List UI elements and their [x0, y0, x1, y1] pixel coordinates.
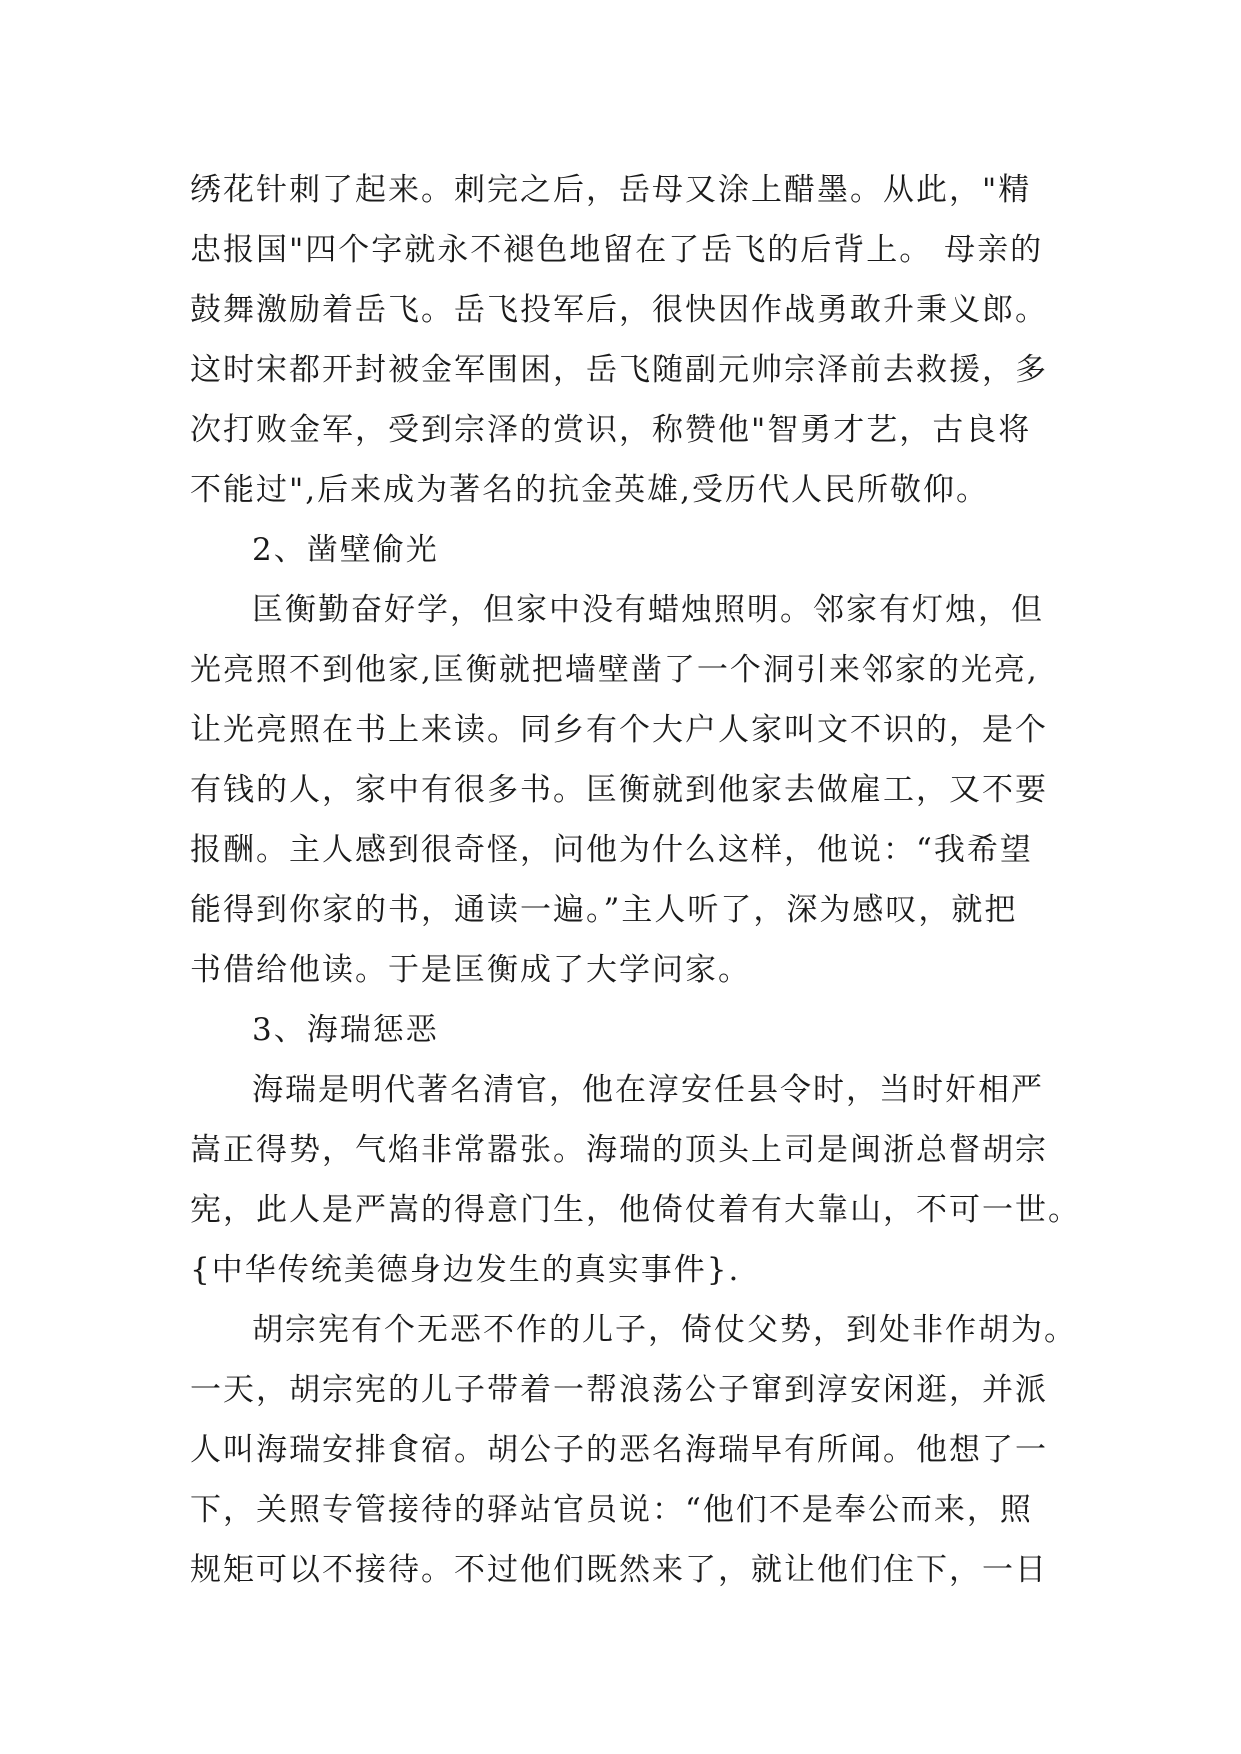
text-line: 能得到你家的书，通读一遍。”主人听了，深为感叹，就把	[190, 892, 1018, 928]
text-line: 胡宗宪有个无恶不作的儿子，倚仗父势，到处非作胡为。	[252, 1312, 1077, 1348]
text-line: 不能过",后来成为著名的抗金英雄,受历代人民所敬仰。	[190, 472, 989, 508]
text-line: 人叫海瑞安排食宿。胡公子的恶名海瑞早有所闻。他想了一	[190, 1432, 1048, 1468]
text-line: 让光亮照在书上来读。同乡有个大户人家叫文不识的，是个	[190, 712, 1048, 748]
text-line: 下，关照专管接待的驿站官员说：“他们不是奉公而来，照	[190, 1492, 1033, 1528]
text-line: 鼓舞激励着岳飞。岳飞投军后，很快因作战勇敢升秉义郎。	[190, 292, 1048, 328]
text-line: 忠报国"四个字就永不褪色地留在了岳飞的后背上。 母亲的	[190, 232, 1044, 268]
text-line: 绣花针刺了起来。刺完之后，岳母又涂上醋墨。从此，"精	[190, 172, 1032, 208]
text-line: 匡衡勤奋好学，但家中没有蜡烛照明。邻家有灯烛，但	[252, 592, 1044, 628]
text-line: 光亮照不到他家,匡衡就把墙壁凿了一个洞引来邻家的光亮,	[190, 652, 1039, 688]
text-line: 宪，此人是严嵩的得意门生，他倚仗着有大靠山，不可一世。	[190, 1192, 1081, 1228]
text-line: 书借给他读。于是匡衡成了大学问家。	[190, 952, 751, 988]
section-heading: 3、海瑞惩恶	[252, 1012, 439, 1048]
text-line: 次打败金军，受到宗泽的赏识，称赞他"智勇才艺，古良将	[190, 412, 1032, 448]
text-line: 这时宋都开封被金军围困，岳飞随副元帅宗泽前去救援，多	[190, 352, 1048, 388]
text-line: 规矩可以不接待。不过他们既然来了，就让他们住下，一日	[190, 1552, 1048, 1588]
text-line: 海瑞是明代著名清官，他在淳安任县令时，当时奸相严	[252, 1072, 1044, 1108]
text-line: 报酬。主人感到很奇怪，问他为什么这样，他说：“我希望	[190, 832, 1033, 868]
text-line: {中华传统美德身边发生的真实事件}.	[190, 1252, 741, 1288]
text-line: 有钱的人，家中有很多书。匡衡就到他家去做雇工，又不要	[190, 772, 1048, 808]
text-line: 一天，胡宗宪的儿子带着一帮浪荡公子窜到淳安闲逛，并派	[190, 1372, 1048, 1408]
text-line: 嵩正得势，气焰非常嚣张。海瑞的顶头上司是闽浙总督胡宗	[190, 1132, 1048, 1168]
section-heading: 2、凿壁偷光	[252, 532, 439, 568]
body-text	[190, 160, 1081, 1600]
